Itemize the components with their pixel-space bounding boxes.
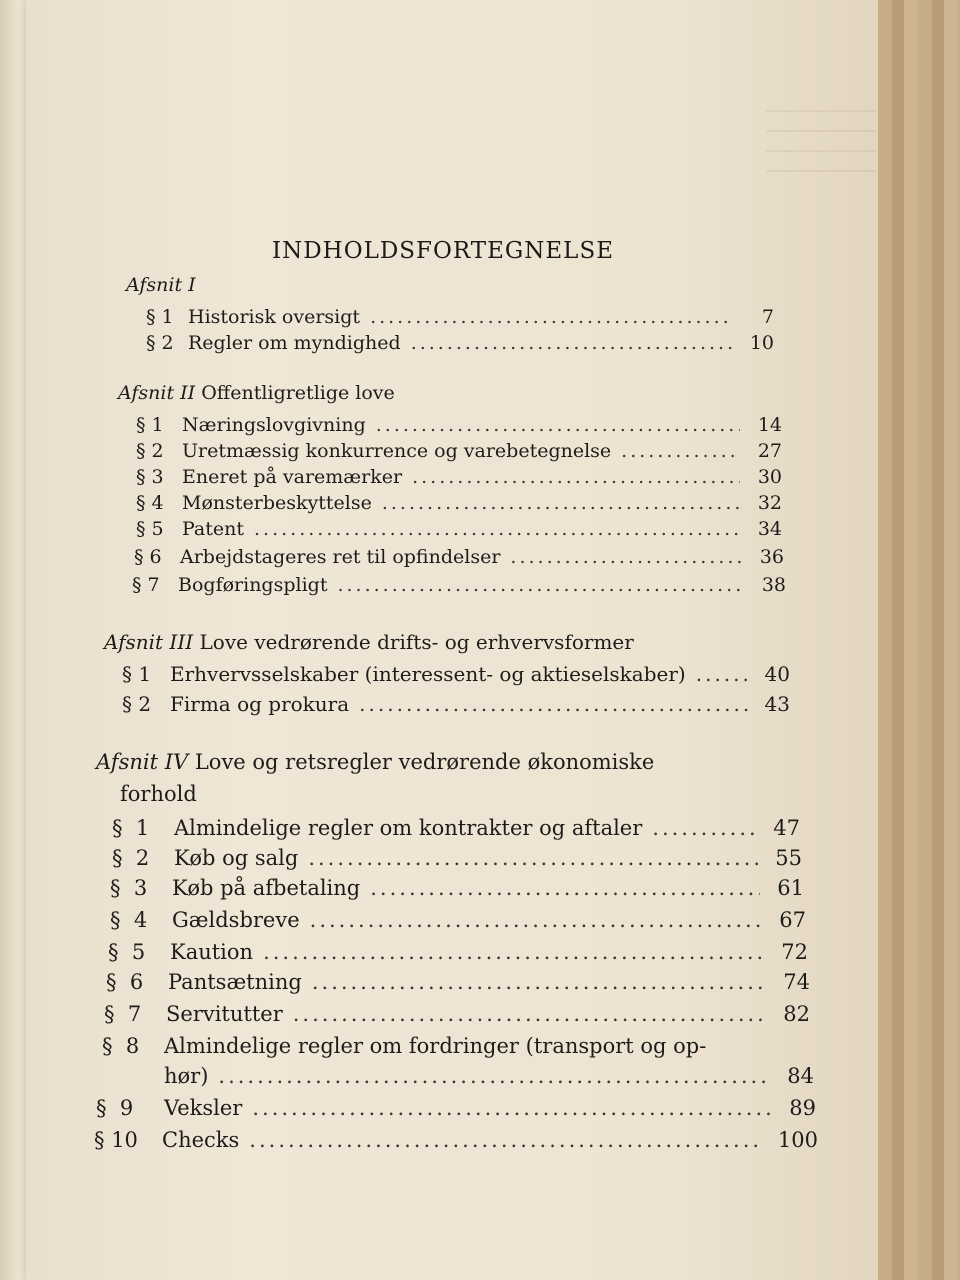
section-mark: §	[122, 692, 132, 716]
toc-entry	[136, 492, 782, 514]
toc-entry	[122, 692, 790, 716]
entry-label: Næringslovgivning	[182, 414, 366, 436]
toc-entry	[106, 970, 810, 994]
entry-number: 2	[161, 332, 174, 354]
toc-entry	[136, 466, 782, 488]
page-number: 72	[781, 940, 808, 964]
bleed-through-text	[766, 110, 876, 190]
toc-entry	[108, 940, 808, 964]
entry-label: Almindelige regler om kontrakter og aftaler	[174, 816, 643, 840]
leader-dots	[308, 846, 758, 870]
leader-dots	[370, 306, 732, 328]
page-number: 74	[783, 970, 810, 994]
section-mark: §	[134, 546, 144, 568]
section-mark: §	[136, 466, 146, 488]
leader-dots	[652, 816, 756, 840]
page-number: 36	[759, 546, 784, 568]
leader-dots	[310, 908, 762, 932]
leader-dots	[376, 414, 740, 436]
section-mark: §	[108, 940, 119, 964]
section-mark: §	[146, 306, 156, 328]
entry-label: Mønsterbeskyttelse	[182, 492, 372, 514]
toc-entry	[136, 440, 782, 462]
page-title: INDHOLDSFORTEGNELSE	[272, 238, 614, 264]
leader-dots	[337, 574, 744, 596]
page-number: 27	[757, 440, 782, 462]
entry-number: 2	[151, 440, 164, 462]
leader-dots	[370, 876, 760, 900]
entry-number: 8	[125, 1034, 140, 1058]
section-mark: §	[94, 1128, 105, 1152]
page-number: 40	[764, 662, 790, 686]
toc-entry	[146, 306, 774, 328]
section-mark: §	[106, 970, 117, 994]
section-number: Afsnit III	[104, 630, 194, 654]
entry-number: 4	[133, 908, 148, 932]
leader-dots	[382, 492, 740, 514]
section-subtitle: Offentligretlige love	[201, 382, 395, 404]
toc-entry	[110, 876, 804, 900]
leader-dots	[312, 970, 766, 994]
toc-entry	[104, 1002, 810, 1026]
section-mark: §	[96, 1096, 107, 1120]
leader-dots	[411, 332, 732, 354]
toc-entry	[96, 1096, 816, 1120]
section-mark: §	[102, 1034, 113, 1058]
page-number: 61	[777, 876, 804, 900]
section-subtitle: Love vedrørende drifts- og erhvervsformer	[199, 630, 634, 654]
page-number: 89	[789, 1096, 816, 1120]
leader-dots	[293, 1002, 766, 1026]
toc-entry	[110, 908, 806, 932]
page-number: 100	[777, 1128, 818, 1152]
page-number: 82	[783, 1002, 810, 1026]
page-number: 7	[761, 306, 774, 328]
leader-dots	[359, 692, 748, 716]
page-number: 10	[749, 332, 774, 354]
page-number: 47	[773, 816, 800, 840]
page-number: 84	[787, 1064, 814, 1088]
leader-dots	[254, 518, 740, 540]
entry-label: Gældsbreve	[172, 908, 300, 932]
toc-entry	[146, 332, 774, 354]
page-number: 30	[757, 466, 782, 488]
section-mark: §	[110, 908, 121, 932]
entry-label: Historisk oversigt	[188, 306, 361, 328]
toc-entry	[112, 816, 800, 840]
entry-number: 5	[151, 518, 164, 540]
section-mark: §	[104, 1002, 115, 1026]
entry-number: 3	[151, 466, 164, 488]
section-mark: §	[136, 440, 146, 462]
section-mark: §	[122, 662, 132, 686]
entry-label: Køb og salg	[174, 846, 299, 870]
page-number: 32	[757, 492, 782, 514]
leader-dots	[218, 1064, 770, 1088]
section-subtitle: Love og retsregler vedrørende økonomiske	[194, 750, 655, 774]
page-number: 43	[764, 692, 790, 716]
section-mark: §	[146, 332, 156, 354]
leader-dots	[510, 546, 742, 568]
toc-entry	[136, 414, 782, 436]
section-mark: §	[112, 846, 123, 870]
wooden-table	[878, 0, 960, 1280]
section-mark: §	[112, 816, 123, 840]
entry-number: 7	[127, 1002, 142, 1026]
entry-number: 10	[111, 1128, 138, 1152]
section-heading	[104, 630, 634, 654]
toc-entry	[136, 518, 782, 540]
leader-dots	[412, 466, 740, 488]
leader-dots	[621, 440, 740, 462]
entry-number: 1	[161, 306, 174, 328]
entry-number: 6	[149, 546, 162, 568]
toc-entry	[134, 546, 784, 568]
entry-label-continued: hør)	[164, 1064, 209, 1088]
entry-label: Almindelige regler om fordringer (transport og op-	[164, 1034, 707, 1058]
entry-label: Veksler	[164, 1096, 243, 1120]
entry-number: 9	[119, 1096, 134, 1120]
section-number: Afsnit IV	[96, 750, 189, 774]
section-number: Afsnit II	[118, 382, 196, 404]
entry-label: Arbejdstageres ret til opfindelser	[180, 546, 501, 568]
entry-label: Servitutter	[166, 1002, 283, 1026]
page-number: 14	[757, 414, 782, 436]
entry-label: Køb på afbetaling	[172, 876, 361, 900]
toc-entry	[112, 846, 802, 870]
page-number: 38	[761, 574, 786, 596]
entry-label: Regler om myndighed	[188, 332, 401, 354]
entry-label: Patent	[182, 518, 245, 540]
toc-entry	[94, 1128, 818, 1152]
entry-number: 5	[131, 940, 146, 964]
leader-dots	[696, 662, 748, 686]
entry-number: 1	[151, 414, 164, 436]
section-mark: §	[132, 574, 142, 596]
entry-number: 1	[135, 816, 150, 840]
entry-number: 4	[151, 492, 164, 514]
entry-label: Bogføringspligt	[178, 574, 328, 596]
page-number: 34	[757, 518, 782, 540]
entry-label: Erhvervsselskaber (interessent- og aktieselskaber)	[170, 662, 686, 686]
toc-entry-continuation	[164, 1064, 814, 1088]
section-mark: §	[136, 518, 146, 540]
entry-label: Pantsætning	[168, 970, 302, 994]
toc-entry	[122, 662, 790, 686]
section-subtitle-continued: forhold	[120, 782, 197, 806]
entry-number: 7	[147, 574, 160, 596]
section-mark: §	[136, 492, 146, 514]
section-heading	[118, 382, 395, 404]
entry-label: Checks	[162, 1128, 240, 1152]
entry-label: Eneret på varemærker	[182, 466, 403, 488]
page-number: 55	[775, 846, 802, 870]
section-mark: §	[110, 876, 121, 900]
section-number: Afsnit I	[126, 274, 196, 296]
section-mark: §	[136, 414, 146, 436]
section-heading	[126, 274, 196, 296]
leader-dots	[263, 940, 764, 964]
entry-number: 2	[135, 846, 150, 870]
toc-entry	[132, 574, 786, 596]
section-heading	[96, 750, 654, 774]
entry-label: Uretmæssig konkurrence og varebetegnelse	[182, 440, 612, 462]
entry-number: 2	[138, 692, 152, 716]
page-number: 67	[779, 908, 806, 932]
entry-number: 6	[129, 970, 144, 994]
entry-label: Kaution	[170, 940, 254, 964]
leader-dots	[249, 1128, 764, 1152]
entry-number: 3	[133, 876, 148, 900]
entry-label: Firma og prokura	[170, 692, 350, 716]
toc-entry-wrapped	[102, 1034, 812, 1058]
entry-number: 1	[138, 662, 152, 686]
leader-dots	[252, 1096, 770, 1120]
